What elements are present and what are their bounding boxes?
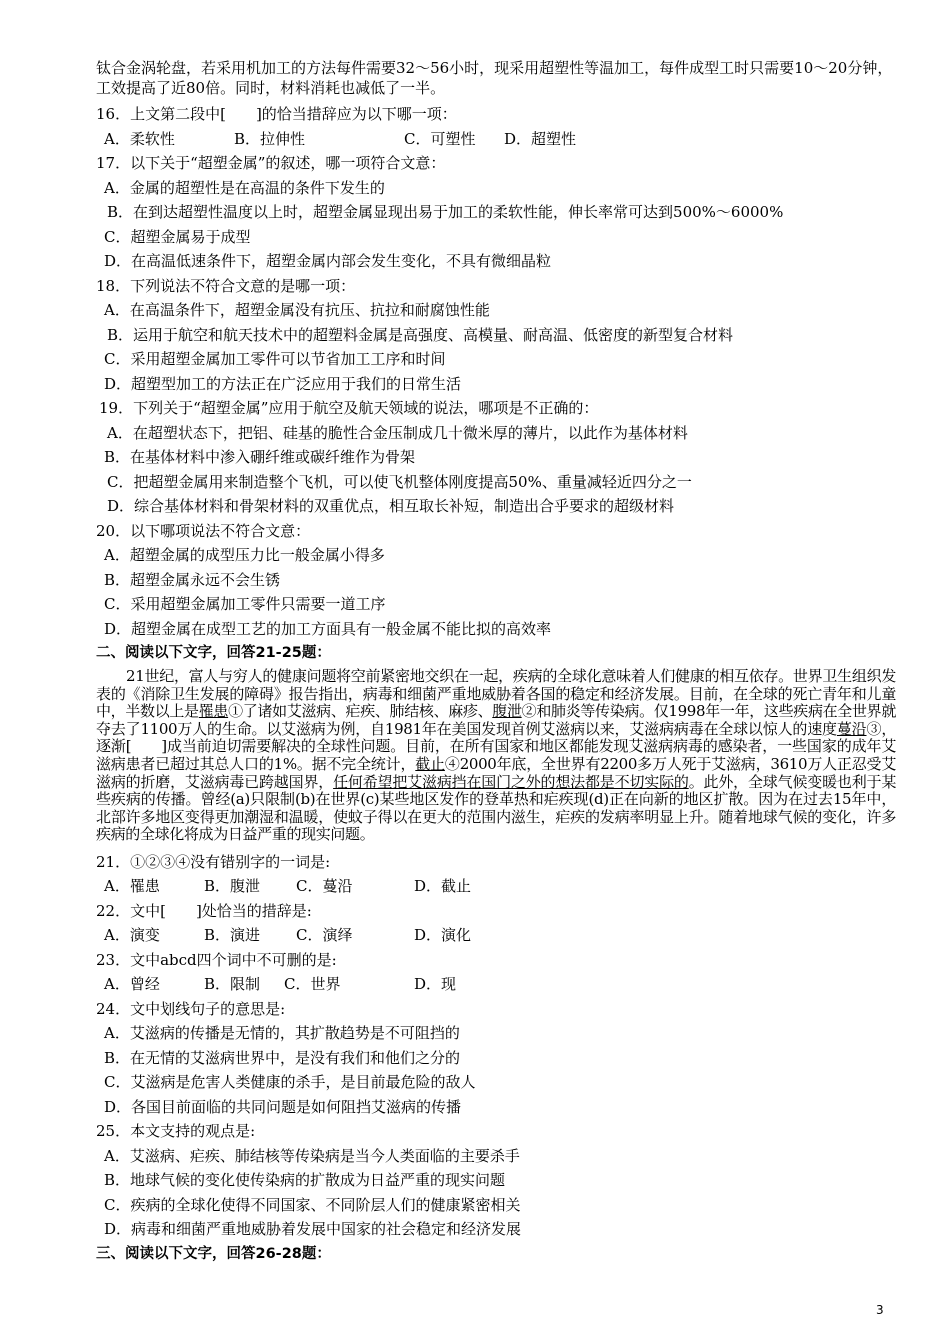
option-c[interactable]: C．世界 bbox=[284, 975, 341, 994]
question-stem: 24．文中划线句子的意思是: bbox=[96, 999, 286, 1018]
options-row bbox=[96, 874, 896, 899]
marked-word-3: 蔓沿 bbox=[836, 719, 867, 738]
option-c[interactable]: C．采用超塑金属加工零件可以节省加工工序和时间 bbox=[104, 350, 446, 368]
passage-text: ③，逐渐[ ]成当前迫切需要解决的全球性问题。目前，在所有国家和地区都能发现艾滋病病毒的感染者，一些国家的成年艾滋病患者已超过其总人口的1%。据不完全统计， bbox=[96, 719, 896, 773]
question-22 bbox=[96, 899, 896, 948]
passage-2 bbox=[96, 668, 896, 844]
question-20 bbox=[96, 519, 896, 642]
options-row bbox=[96, 972, 896, 997]
option-b[interactable]: B．在基体材料中渗入硼纤维或碳纤维作为骨架 bbox=[104, 448, 416, 466]
underlined-sentence: 任何希望把艾滋病挡在国门之外的想法都是不切实际的 bbox=[333, 772, 689, 791]
passage-text: 21世纪，富人与穷人的健康问题将空前紧密地交织在一起，疾病的全球化意味着人们健康的相互依存。世界卫生组织发表的《消除卫生发展的障碍》报告指出，病毒和细菌严重地威胁着各国的稳定和经济发展。目前，在全球的死亡青年和儿童中，半数以上是 bbox=[96, 667, 896, 721]
option-b[interactable]: B．演进 bbox=[204, 926, 261, 945]
option-b[interactable]: B．在无情的艾滋病世界中，是没有我们和他们之分的 bbox=[104, 1048, 461, 1067]
option-c[interactable]: C．蔓沿 bbox=[296, 877, 353, 896]
passage-text: 。此外，全球气候变暖也利于某些疾病的传播。曾经(a)只限制(b)在世界(c)某些地区发作的登革热和疟疾现(d)正在向新的地区扩散。因为在过去15年中，北部许多地区变得更加潮湿和温暖，使蚊子得以在更大的范围内滋生，疟疾的发病率明显上升。随着地球气候的变化，许多疾病的全球化将成为日益严重的现实问题。 bbox=[96, 772, 896, 844]
question-stem: 25．本文支持的观点是: bbox=[96, 1122, 256, 1141]
option-d[interactable]: D．超塑金属在成型工艺的加工方面具有一般金属不能比拟的高效率 bbox=[104, 619, 552, 638]
question-25 bbox=[96, 1119, 896, 1242]
section-2-title: 二、阅读以下文字，回答21-25题： bbox=[96, 645, 331, 661]
option-d[interactable]: D．截止 bbox=[414, 877, 472, 896]
passage-text: ①了诸如艾滋病、疟疾、肺结核、麻疹、 bbox=[228, 702, 493, 721]
question-16 bbox=[96, 102, 896, 151]
question-stem: 18．下列说法不符合文意的是哪一项： bbox=[96, 276, 356, 295]
passage-text: ②和肺炎等传染病。仅1998年一年，这些疾病在全世界就夺去了1100万人的生命。以艾滋病为例，自1981年在美国发现首例艾滋病以来，艾滋病病毒在全球以惊人的速度 bbox=[96, 702, 896, 738]
options-row bbox=[96, 923, 896, 948]
option-b[interactable]: B．超塑金属永远不会生锈 bbox=[104, 570, 281, 589]
question-18 bbox=[96, 274, 896, 397]
question-stem: 17．以下关于“超塑金属”的叙述，哪一项符合文意： bbox=[96, 154, 446, 172]
option-b[interactable]: B．腹泄 bbox=[204, 877, 261, 896]
option-b[interactable]: B．在到达超塑性温度以上时，超塑金属显现出易于加工的柔软性能，伸长率常可达到500%～6000% bbox=[107, 203, 784, 221]
option-d[interactable]: D．各国目前面临的共同问题是如何阻挡艾滋病的传播 bbox=[104, 1097, 462, 1116]
question-24 bbox=[96, 997, 896, 1120]
option-a[interactable]: A．在高温条件下，超塑金属没有抗压、抗拉和耐腐蚀性能 bbox=[104, 301, 490, 319]
question-stem: 20．以下哪项说法不符合文意： bbox=[96, 521, 311, 540]
question-21 bbox=[96, 850, 896, 899]
question-stem: 21．①②③④没有错别字的一词是: bbox=[96, 852, 331, 871]
option-d[interactable]: D．在高温低速条件下，超塑金属内部会发生变化，不具有微细晶粒 bbox=[104, 252, 552, 270]
question-stem: 22．文中[ ]处恰当的措辞是: bbox=[96, 901, 312, 920]
option-a[interactable]: A．艾滋病的传播是无情的，其扩散趋势是不可阻挡的 bbox=[104, 1024, 460, 1043]
option-c[interactable]: C．艾滋病是危害人类健康的杀手，是目前最危险的敌人 bbox=[104, 1073, 476, 1092]
option-a[interactable]: A．曾经 bbox=[104, 975, 160, 994]
option-a[interactable]: A．超塑金属的成型压力比一般金属小得多 bbox=[104, 546, 385, 564]
passage-text: ④2000年底，全世界有2200多万人死于艾滋病，3610万人正忍受艾滋病的折磨，艾滋病毒已跨越国界， bbox=[96, 754, 896, 791]
marked-word-2: 腹泄 bbox=[492, 702, 522, 721]
passage-continuation: 钛合金涡轮盘，若采用机加工的方法每件需要32～56小时，现采用超塑性等温加工，每件成型工时只需要10～20分钟，工效提高了近80倍。同时，材料消耗也减低了一半。 bbox=[96, 59, 893, 97]
option-b[interactable]: B．运用于航空和航天技术中的超塑料金属是高强度、高模量、耐高温、低密度的新型复合材料 bbox=[107, 325, 734, 344]
option-c[interactable]: C．超塑金属易于成型 bbox=[104, 227, 251, 246]
question-23 bbox=[96, 948, 896, 997]
option-a[interactable]: A．艾滋病、疟疾、肺结核等传染病是当今人类面临的主要杀手 bbox=[104, 1146, 520, 1165]
question-stem: 16．上文第二段中[ ]的恰当措辞应为以下哪一项： bbox=[96, 105, 457, 123]
question-stem: 19．下列关于“超塑金属”应用于航空及航天领域的说法，哪项是不正确的： bbox=[99, 399, 599, 417]
option-b[interactable]: B．限制 bbox=[204, 975, 261, 994]
marked-word-1: 罹患 bbox=[198, 702, 229, 721]
question-stem: 23．文中abcd四个词中不可删的是: bbox=[96, 950, 337, 969]
option-c[interactable]: C．可塑性 bbox=[404, 129, 476, 148]
option-c[interactable]: C．把超塑金属用来制造整个飞机，可以使飞机整体刚度提高50%、重量减轻近四分之一 bbox=[107, 472, 692, 491]
option-d[interactable]: D．综合基体材料和骨架材料的双重优点，相互取长补短，制造出合乎要求的超级材料 bbox=[107, 497, 675, 515]
option-d[interactable]: D．超塑性 bbox=[504, 129, 577, 148]
option-a[interactable]: A．柔软性 bbox=[104, 129, 175, 148]
option-d[interactable]: D．现 bbox=[414, 975, 457, 994]
document-page bbox=[96, 58, 896, 1267]
option-c[interactable]: C．疾病的全球化使得不同国家、不同阶层人们的健康紧密相关 bbox=[104, 1195, 521, 1214]
option-c[interactable]: C．采用超塑金属加工零件只需要一道工序 bbox=[104, 595, 386, 613]
option-d[interactable]: D．超塑型加工的方法正在广泛应用于我们的日常生活 bbox=[104, 374, 462, 393]
question-17 bbox=[96, 151, 896, 274]
question-19 bbox=[96, 396, 896, 519]
option-b[interactable]: B．地球气候的变化使传染病的扩散成为日益严重的现实问题 bbox=[104, 1171, 506, 1190]
option-c[interactable]: C．演绎 bbox=[296, 926, 353, 945]
page-number: 3 bbox=[876, 1303, 884, 1317]
section-3-title: 三、阅读以下文字，回答26-28题： bbox=[96, 1245, 331, 1262]
option-d[interactable]: D．病毒和细菌严重地威胁着发展中国家的社会稳定和经济发展 bbox=[104, 1220, 522, 1239]
option-d[interactable]: D．演化 bbox=[414, 926, 472, 945]
option-a[interactable]: A．演变 bbox=[104, 926, 160, 945]
option-a[interactable]: A．金属的超塑性是在高温的条件下发生的 bbox=[104, 178, 385, 197]
option-a[interactable]: A．在超塑状态下，把铝、硅基的脆性合金压制成几十微米厚的薄片，以此作为基体材料 bbox=[107, 423, 688, 442]
option-b[interactable]: B．拉伸性 bbox=[234, 129, 306, 148]
option-a[interactable]: A．罹患 bbox=[104, 877, 160, 896]
options-row bbox=[96, 127, 896, 152]
marked-word-4: 截止 bbox=[415, 754, 445, 773]
